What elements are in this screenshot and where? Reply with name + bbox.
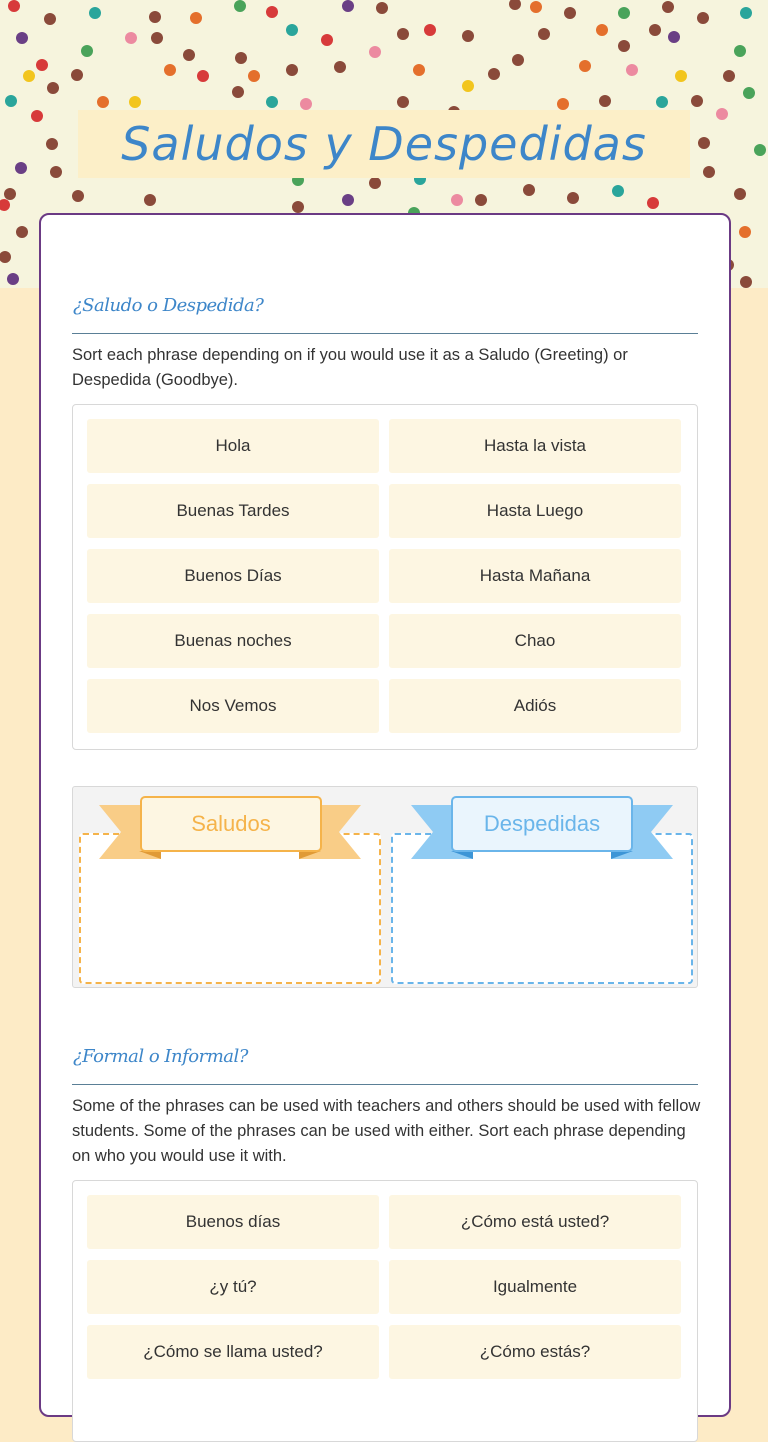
section2-word-bank	[72, 1180, 698, 1442]
word-chip[interactable]: Buenos Días	[87, 549, 379, 603]
word-chip[interactable]: Hasta Luego	[389, 484, 681, 538]
word-chip[interactable]: Hasta la vista	[389, 419, 681, 473]
title-banner	[78, 110, 690, 178]
word-chip[interactable]: Nos Vemos	[87, 679, 379, 733]
word-chip[interactable]: Buenas noches	[87, 614, 379, 668]
word-chip[interactable]: Adiós	[389, 679, 681, 733]
word-chip[interactable]: ¿Cómo está usted?	[389, 1195, 681, 1249]
section1-divider	[72, 333, 698, 334]
worksheet-card	[39, 213, 731, 1417]
word-chip[interactable]: Hasta Mañana	[389, 549, 681, 603]
section2-title: ¿Formal o Informal?	[73, 1046, 248, 1067]
section1-instructions: Sort each phrase depending on if you would use it as a Saludo (Greeting) or Despedida (Goodbye).	[72, 346, 628, 389]
word-chip[interactable]: Hola	[87, 419, 379, 473]
word-chip[interactable]: Buenos días	[87, 1195, 379, 1249]
sorting-area	[72, 786, 698, 988]
word-chip[interactable]: Igualmente	[389, 1260, 681, 1314]
saludos-category-label: Saludos	[140, 796, 322, 852]
word-chip[interactable]: ¿Cómo se llama usted?	[87, 1325, 379, 1379]
section2-instructions: Some of the phrases can be used with teachers and others should be used with fellow students. Some of the phrases can be used with either. Sort each phrase depending on who you would use it with.	[72, 1097, 701, 1165]
word-chip[interactable]: ¿y tú?	[87, 1260, 379, 1314]
section2-divider	[72, 1084, 698, 1085]
word-chip[interactable]: Chao	[389, 614, 681, 668]
section1-title: ¿Saludo o Despedida?	[73, 295, 264, 316]
despedidas-category-label: Despedidas	[451, 796, 633, 852]
section1-word-bank	[72, 404, 698, 750]
word-chip[interactable]: ¿Cómo estás?	[389, 1325, 681, 1379]
word-chip[interactable]: Buenas Tardes	[87, 484, 379, 538]
page-title: Saludos y Despedidas	[121, 117, 647, 171]
